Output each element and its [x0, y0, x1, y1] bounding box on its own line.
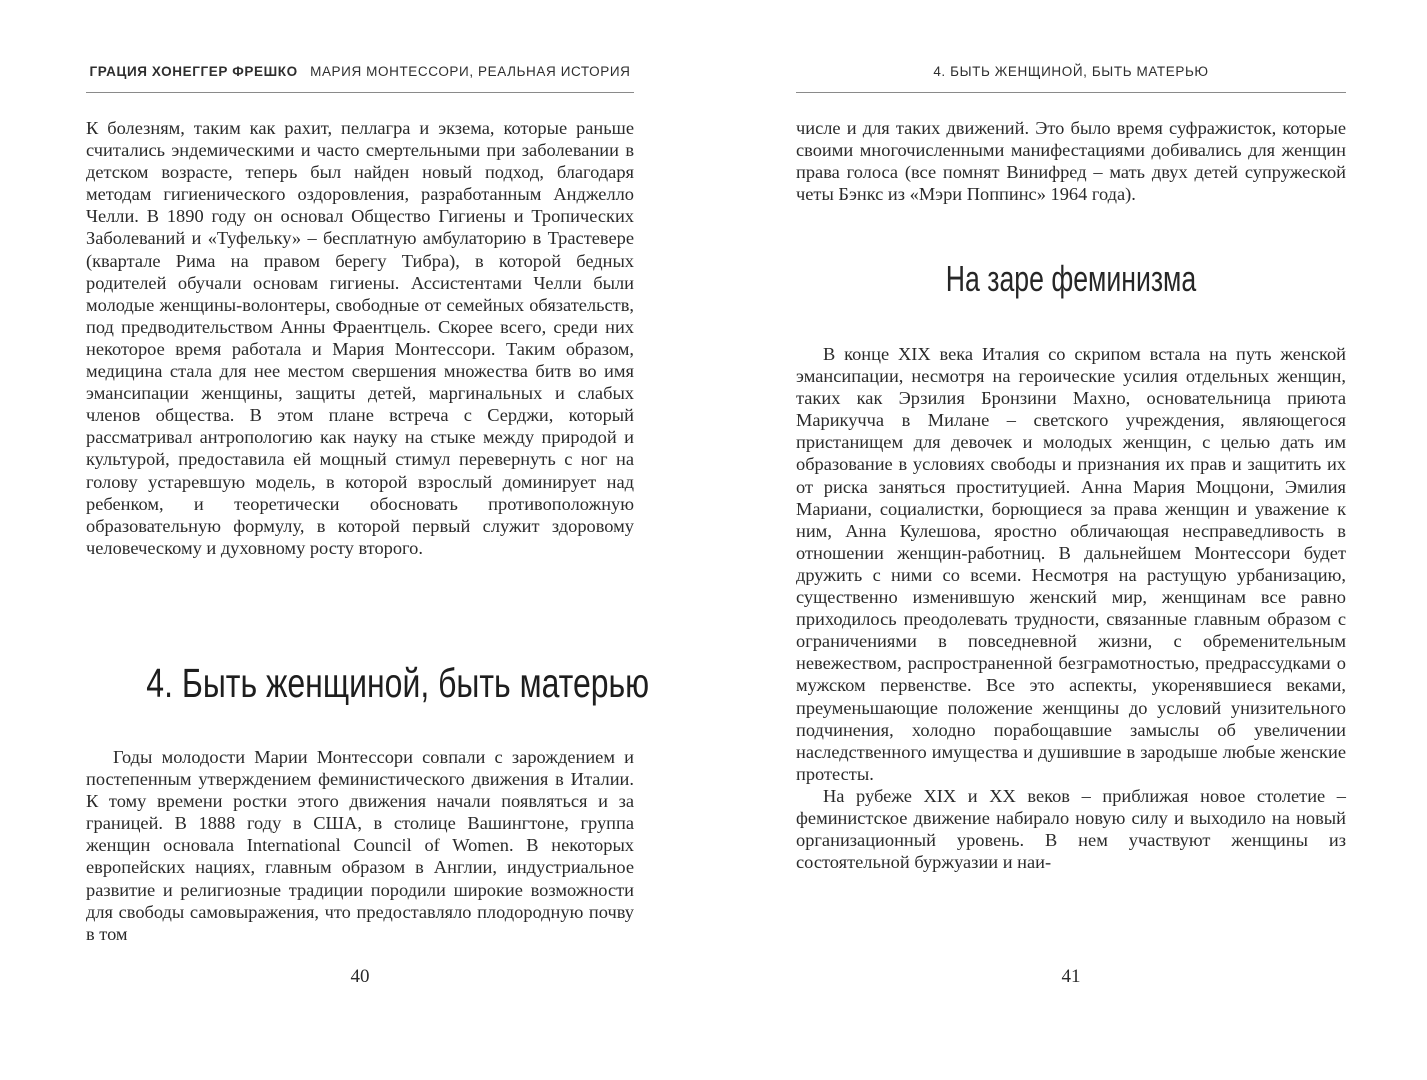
section-title: На заре феминизма: [945, 258, 1197, 299]
body-text: [86, 746, 634, 945]
body-text: [86, 117, 634, 559]
left-page: [86, 0, 650, 1080]
header-chapter-title: 4. БЫТЬ ЖЕНЩИНОЙ, БЫТЬ МАТЕРЬЮ: [933, 64, 1209, 79]
header-book-title: МАРИЯ МОНТЕССОРИ, РЕАЛЬНАЯ ИСТОРИЯ: [310, 64, 631, 79]
body-text: [796, 343, 1346, 873]
paragraph: На рубеже XIX и XX веков – приближая новое столетие – феминистское движение набирало новую силу и выходило на новый организационный уровень. В нем участвуют женщины из состоятельной буржуазии и наи-: [796, 785, 1346, 873]
right-page: [796, 0, 1346, 1080]
header-rule: [796, 92, 1346, 93]
running-header: [86, 64, 634, 79]
body-text: [796, 117, 1346, 205]
header-author: ГРАЦИЯ ХОНЕГГЕР ФРЕШКО: [89, 64, 298, 79]
paragraph: В конце XIX века Италия со скрипом встала на путь женской эмансипации, несмотря на героические усилия отдельных женщин, таких как Эрзилия Бронзини Махно, основательница приюта Марикучча в Милане – светского учреждения, являющегося пристанищем для девочек и молодых женщин, с целью дать им образование в условиях свободы и признания их прав и защитить их от риска заняться проституцией. Анна Мария Моццони, Эмилия Мариани, социалистки, борющиеся за права женщин и уважение к ним, Анна Кулешова, яростно обличающая несправедливость в отношении женщин-работниц. В дальнейшем Монтессори будет дружить с ними со всеми. Несмотря на растущую урбанизацию, существенно изменившую женский мир, женщинам все равно приходилось преодолевать трудности, связанные главным образом с ограничениями в повседневной жизни, с обременительным невежеством, распространенной безграмотностью, предрассудками о мужском первенстве. Все это аспекты, укоренявшиеся веками, преуменьшающие положение женщины до условий унизительного подчинения, холодно порабощавшие замыслы об увеличении наследственного имущества и душившие в зародыше любые женские протесты.: [796, 344, 1346, 784]
page-number: 40: [350, 966, 370, 987]
page-number: 41: [1061, 966, 1081, 987]
running-header: [796, 64, 1346, 79]
chapter-title: 4. Быть женщиной, быть матерью: [146, 660, 650, 706]
paragraph: К болезням, таким как рахит, пеллагра и экзема, которые раньше считались эндемическими и часто смертельными при заболевании в детском возрасте, теперь был найден новый подход, благодаря методам гигиенического оздоровления, разработанным Анджелло Челли. В 1890 году он основал Общество Гигиены и Тропических Заболеваний и «Туфельку» – бесплатную амбулаторию в Трастевере (квартале Рима на правом берегу Тибра), в которой бедных родителей обучали основам гигиены. Ассистентами Челли были молодые женщины-волонтеры, свободные от семейных обязательств, под предводительством Анны Фраентцель. Скорее всего, среди них некоторое время работала и Мария Монтессори. Таким образом, медицина стала для нее местом свершения множества битв во имя эмансипации женщины, защиты детей, маргинальных и слабых членов общества. В этом плане встреча с Серджи, который рассматривал антропологию как науку на стыке между природой и культурой, предоставила ей мощный стимул перевернуть с ног на голову устаревшую модель, в которой взрослый доминирует над ребенком, и теоретически обосновать противоположную образовательную формулу, в которой первый служит здоровому человеческому и духовному росту второго.: [86, 118, 634, 558]
paragraph: числе и для таких движений. Это было время суфражисток, которые своими многочисленными манифестациями добивались для женщин права голоса (все помнят Винифред – мать двух детей супружеской четы Бэнкс из «Мэри Поппинс» 1964 года).: [796, 118, 1346, 205]
header-rule: [86, 92, 634, 93]
paragraph: Годы молодости Марии Монтессори совпали с зарождением и постепенным утверждением феминистического движения в Италии. К тому времени ростки этого движения начали появляться и за границей. В 1888 году в США, в столице Вашингтоне, группа женщин основала International Council of Women. В некоторых европейских нациях, главным образом в Англии, индустриальное развитие и религиозные традиции породили широкие возможности для свободы самовыражения, что предоставляло плодородную почву в том: [86, 747, 634, 944]
